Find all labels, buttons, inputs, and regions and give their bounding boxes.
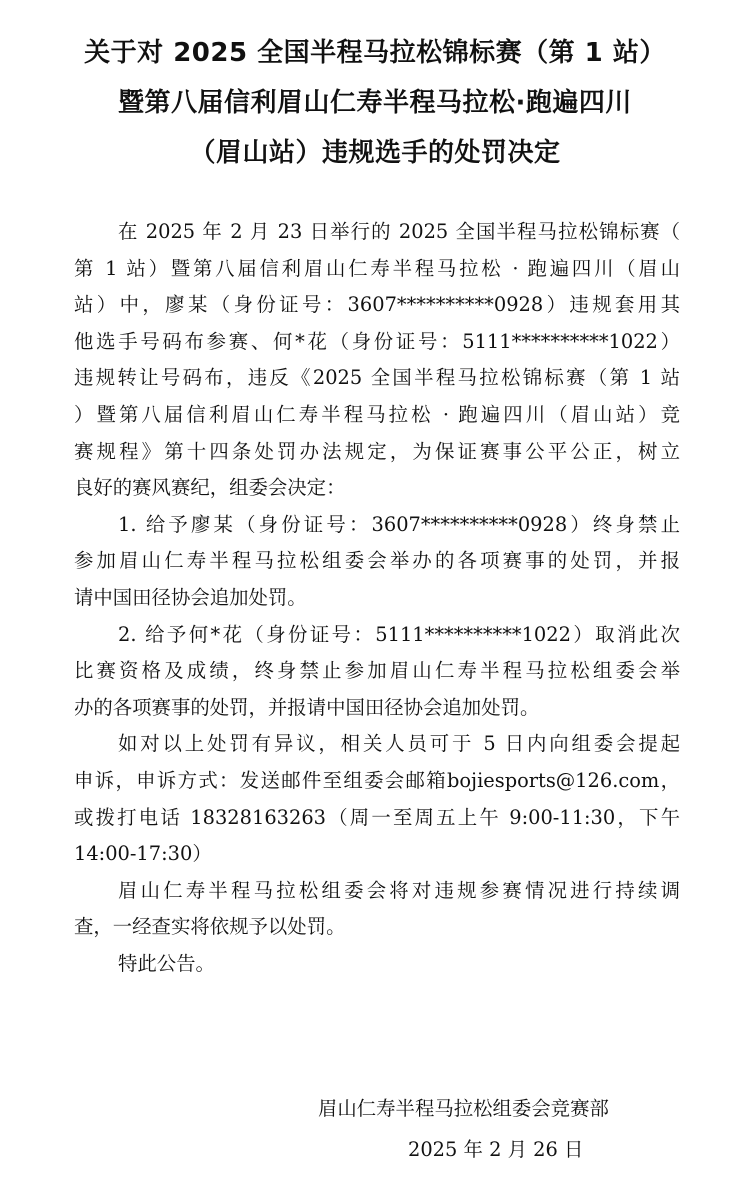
document-body [74,214,680,982]
text-line: 查，一经查实将依规予以处罚。 [74,915,346,939]
text-line: 请中国田径协会追加处罚。 [74,585,307,609]
text-line: 站）中，廖某（身份证号：3607**********0928）违规套用其 [74,293,680,317]
title-line: 关于对 2025 全国半程马拉松锦标赛（第 1 站） [84,38,666,68]
text-line: 良好的赛风赛纪，组委会决定： [74,476,346,500]
text-line: 14:00-17:30） [74,842,212,866]
paragraph-decision-1 [74,507,680,617]
text-line: 1. 给予廖某（身份证号：3607**********0928）终身禁止 [118,512,680,536]
paragraph-appeal [74,726,680,872]
text-line: 办的各项赛事的处罚，并报请中国田径协会追加处罚。 [74,695,540,719]
paragraph-intro [74,214,680,507]
document-title [40,28,710,178]
text-line: 比赛资格及成绩，终身禁止参加眉山仁寿半程马拉松组委会举 [74,659,680,683]
text-line: 申诉，申诉方式：发送邮件至组委会邮箱bojiesports@126.com， [74,768,680,792]
text-line: 眉山仁寿半程马拉松组委会将对违规参赛情况进行持续调 [118,878,680,902]
paragraph-closing [74,946,680,983]
text-line: 特此公告。 [118,951,215,975]
text-line: 赛规程》第十四条处罚办法规定，为保证赛事公平公正，树立 [74,439,680,463]
text-line: 他选手号码布参赛、何*花（身份证号：5111**********1022） [74,329,680,353]
text-line: ）暨第八届信利眉山仁寿半程马拉松 · 跑遍四川（眉山站）竞 [74,402,680,426]
text-line: 2. 给予何*花（身份证号：5111**********1022）取消此次 [118,622,680,646]
text-line: 在 2025 年 2 月 23 日举行的 2025 全国半程马拉松锦标赛（ [118,220,680,243]
text-line: 违规转让号码布，违反《2025 全国半程马拉松锦标赛（第 1 站 [74,366,680,390]
signature-organization: 眉山仁寿半程马拉松组委会竞赛部 [318,1097,609,1120]
signature-date: 2025 年 2 月 26 日 [408,1138,584,1161]
text-line: 如对以上处罚有异议，相关人员可于 5 日内向组委会提起 [118,732,680,756]
paragraph-investigation [74,873,680,946]
title-line: 暨第八届信利眉山仁寿半程马拉松·跑遍四川 [118,88,632,118]
title-line: （眉山站）违规选手的处罚决定 [189,138,561,168]
text-line: 第 1 站）暨第八届信利眉山仁寿半程马拉松 · 跑遍四川（眉山 [74,256,680,280]
text-line: 参加眉山仁寿半程马拉松组委会举办的各项赛事的处罚，并报 [74,549,680,573]
text-line: 或拨打电话 18328163263（周一至周五上午 9:00-11:30，下午 [74,805,680,829]
paragraph-decision-2 [74,617,680,727]
